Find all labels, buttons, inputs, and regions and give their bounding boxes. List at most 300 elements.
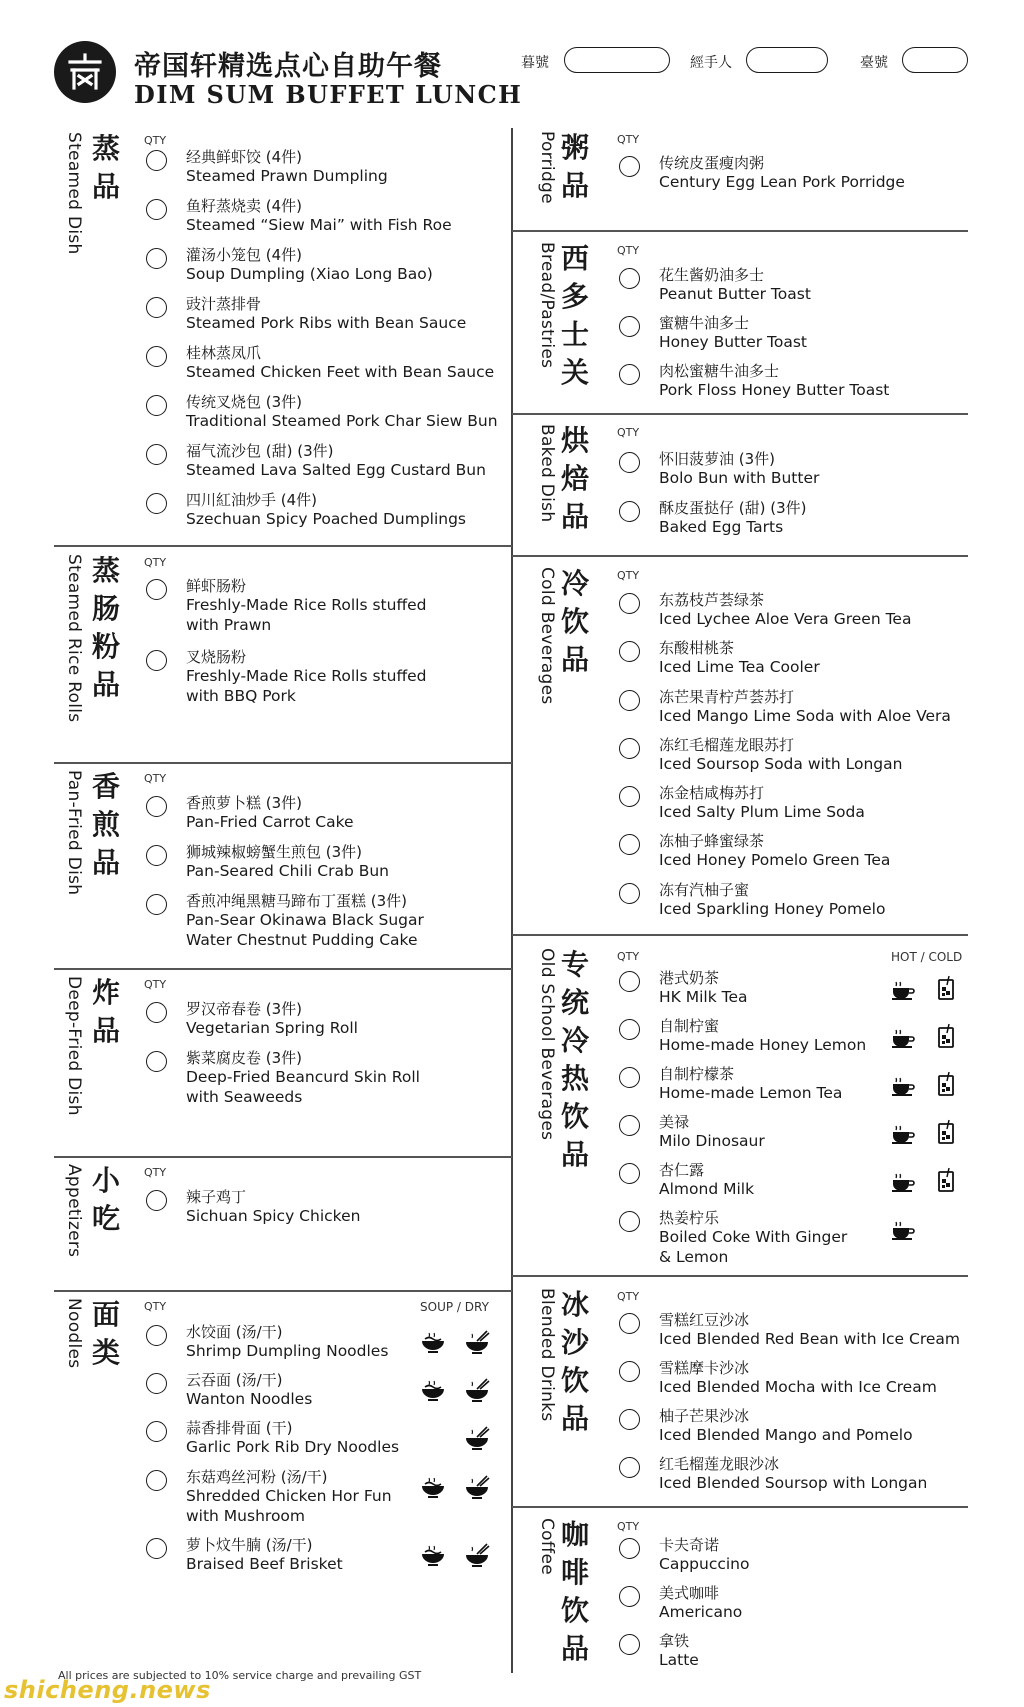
section-title-char: 统	[560, 986, 589, 1019]
iced-glass-icon	[933, 1119, 959, 1145]
qty-checkbox[interactable]	[619, 268, 640, 289]
hot-cold-label: HOT / COLD	[891, 950, 963, 964]
item-text	[186, 1323, 388, 1362]
item-text	[186, 648, 427, 706]
divider	[512, 230, 968, 232]
item-name-en: Home-made Lemon Tea	[659, 1084, 843, 1102]
item-name-cn: 美式咖啡	[659, 1584, 720, 1602]
qty-checkbox[interactable]	[146, 579, 167, 600]
item-name-en: Baked Egg Tarts	[659, 518, 784, 536]
seat-field[interactable]	[902, 47, 968, 73]
item-text	[186, 344, 494, 383]
logo-icon	[54, 41, 116, 103]
qty-checkbox[interactable]	[146, 444, 167, 465]
item-name-en: Iced Blended Soursop with Longan	[659, 1474, 928, 1492]
divider	[54, 1290, 512, 1292]
item-name-cn: 冻金桔咸梅苏打	[659, 784, 765, 802]
item-text	[186, 1536, 343, 1575]
section-title-char: 饮	[560, 1594, 589, 1627]
item-text	[186, 393, 498, 432]
item-name-cn: 鱼籽蒸烧卖 (4件)	[186, 197, 303, 215]
item-name-en: Iced Mango Lime Soda with Aloe Vera	[659, 707, 951, 725]
item-text	[659, 1113, 765, 1152]
qty-checkbox[interactable]	[146, 150, 167, 171]
item-text	[659, 1065, 842, 1104]
item-text	[659, 1407, 913, 1446]
item-name-en: Shrimp Dumpling Noodles	[186, 1342, 389, 1360]
item-name-en: Steamed Lava Salted Egg Custard Bun	[186, 461, 486, 479]
section-title-en: Pan-Fried Dish	[64, 770, 84, 896]
section-title-char: 小	[91, 1164, 120, 1197]
item-name-cn: 传统叉烧包 (3件)	[186, 393, 303, 411]
item-name-cn: 港式奶茶	[659, 969, 720, 987]
item-name-cn: 雪糕红豆沙冰	[659, 1311, 750, 1329]
item-name-en: Century Egg Lean Pork Porridge	[659, 173, 905, 191]
qty-checkbox[interactable]	[146, 1002, 167, 1023]
section-title-char: 关	[560, 356, 589, 389]
item-name-en: Wanton Noodles	[186, 1390, 313, 1408]
qty-label: QTY	[617, 569, 640, 582]
item-name-cn: 豉汁蒸排骨	[186, 295, 262, 313]
qty-checkbox[interactable]	[619, 1163, 640, 1184]
item-text	[186, 1371, 312, 1410]
qty-checkbox[interactable]	[619, 1586, 640, 1607]
item-name-en: Water Chestnut Pudding Cake	[186, 930, 418, 949]
seat-label: 臺號	[860, 55, 888, 71]
section-title-char: 饮	[560, 1364, 589, 1397]
item-name-en: Honey Butter Toast	[659, 333, 808, 351]
divider	[512, 934, 968, 936]
qty-label: QTY	[617, 426, 640, 439]
section-title-char: 品	[560, 1138, 589, 1171]
item-name-en: Sichuan Spicy Chicken	[186, 1207, 361, 1225]
item-name-cn: 冻芒果青柠芦荟苏打	[659, 688, 795, 706]
item-name-en: Latte	[659, 1651, 699, 1669]
item-name-cn: 东菇鸡丝河粉 (汤/干)	[186, 1468, 328, 1486]
item-text	[186, 246, 433, 285]
item-name-en: Steamed Pork Ribs with Bean Sauce	[186, 314, 467, 332]
section-title-char: 香	[91, 770, 120, 803]
section-title-cn	[89, 552, 123, 704]
qty-checkbox[interactable]	[619, 364, 640, 385]
qty-checkbox[interactable]	[146, 845, 167, 866]
item-name-cn: 杏仁露	[659, 1161, 705, 1179]
item-text	[659, 969, 748, 1008]
section-title-cn	[89, 130, 123, 206]
item-name-en: & Lemon	[659, 1247, 729, 1266]
item-name-en: Peanut Butter Toast	[659, 285, 811, 303]
item-text	[659, 266, 811, 305]
item-name-en: Americano	[659, 1603, 743, 1621]
item-text	[659, 1455, 927, 1494]
item-name-en: Pan-Sear Okinawa Black Sugar	[186, 911, 424, 929]
item-name-cn: 热姜柠乐	[659, 1209, 720, 1227]
table-number-field[interactable]	[564, 47, 670, 73]
item-name-en: Steamed Chicken Feet with Bean Sauce	[186, 363, 495, 381]
section-title-char: 品	[560, 1402, 589, 1435]
qty-label: QTY	[617, 133, 640, 146]
item-text	[186, 295, 466, 334]
section-title-cn	[558, 422, 592, 536]
section-title-char: 冷	[560, 567, 589, 600]
section-title-char: 沙	[560, 1326, 589, 1359]
divider	[54, 545, 512, 547]
column-divider	[511, 128, 513, 1673]
item-name-en: Boiled Coke With Ginger	[659, 1228, 848, 1246]
qty-checkbox[interactable]	[146, 1470, 167, 1491]
item-name-en: Deep-Fried Beancurd Skin Roll	[186, 1068, 420, 1086]
qty-checkbox[interactable]	[619, 501, 640, 522]
section-title-en: Blended Drinks	[537, 1288, 557, 1422]
item-name-en: Steamed “Siew Mai” with Fish Roe	[186, 216, 452, 234]
item-name-en: with Prawn	[186, 615, 272, 634]
section-title-char: 吃	[91, 1202, 120, 1235]
dry-bowl-icon	[464, 1474, 490, 1500]
server-label: 經手人	[690, 55, 732, 71]
item-text	[186, 892, 424, 950]
item-text	[659, 362, 889, 401]
item-name-cn: 福气流沙包 (甜) (3件)	[186, 442, 334, 460]
qty-checkbox[interactable]	[146, 346, 167, 367]
item-name-cn: 红毛榴莲龙眼沙冰	[659, 1455, 780, 1473]
section-title-char: 品	[91, 846, 120, 879]
table-label: 暮號	[521, 55, 549, 71]
qty-checkbox[interactable]	[146, 493, 167, 514]
item-name-cn: 肉松蜜糖牛油多士	[659, 362, 780, 380]
item-text	[659, 591, 911, 630]
divider	[512, 1275, 968, 1277]
dry-bowl-icon	[464, 1425, 490, 1451]
section-title-char: 肠	[91, 592, 120, 625]
section-title-char: 品	[560, 500, 589, 533]
section-title-char: 热	[560, 1062, 589, 1095]
item-name-cn: 拿铁	[659, 1632, 690, 1650]
qty-label: QTY	[144, 134, 167, 147]
divider	[54, 968, 512, 970]
divider	[512, 1506, 968, 1508]
qty-label: QTY	[617, 950, 640, 963]
section-title-cn	[558, 240, 592, 392]
item-name-en: Iced Soursop Soda with Longan	[659, 755, 903, 773]
item-name-en: Shredded Chicken Hor Fun	[186, 1487, 392, 1505]
section-title-char: 类	[91, 1336, 120, 1369]
section-title-cn	[558, 1516, 592, 1668]
soup-bowl-icon	[420, 1377, 446, 1403]
item-name-cn: 狮城辣椒螃蟹生煎包 (3件)	[186, 843, 363, 861]
section-title-en: Steamed Rice Rolls	[64, 554, 84, 723]
qty-label: QTY	[617, 244, 640, 257]
item-text	[659, 1311, 960, 1350]
item-text	[186, 148, 388, 187]
qty-checkbox[interactable]	[619, 971, 640, 992]
item-text	[659, 881, 885, 920]
qty-checkbox[interactable]	[146, 1421, 167, 1442]
item-name-en: Soup Dumpling (Xiao Long Bao)	[186, 265, 433, 283]
section-title-char: 品	[91, 170, 120, 203]
section-title-char: 蒸	[91, 132, 120, 165]
section-title-char: 面	[91, 1298, 120, 1331]
section-title-char: 煎	[91, 808, 120, 841]
page-title-en: DIM SUM BUFFET LUNCH	[134, 80, 523, 109]
item-name-cn: 灌汤小笼包 (4件)	[186, 246, 303, 264]
item-text	[186, 843, 389, 882]
section-title-char: 炸	[91, 976, 120, 1009]
qty-checkbox[interactable]	[619, 1313, 640, 1334]
item-name-en: with BBQ Pork	[186, 686, 296, 705]
qty-checkbox[interactable]	[619, 1538, 640, 1559]
qty-checkbox[interactable]	[619, 1457, 640, 1478]
qty-checkbox[interactable]	[146, 650, 167, 671]
section-title-en: Coffee	[537, 1518, 557, 1575]
footer-note: All prices are subjected to 10% service charge and prevailing GST	[58, 1669, 422, 1682]
qty-checkbox[interactable]	[146, 1373, 167, 1394]
section-title-en: Porridge	[537, 131, 557, 204]
item-text	[659, 1632, 699, 1671]
qty-checkbox[interactable]	[619, 316, 640, 337]
item-name-en: Pan-Fried Carrot Cake	[186, 813, 354, 831]
qty-checkbox[interactable]	[619, 690, 640, 711]
section-title-char: 冷	[560, 1024, 589, 1057]
item-text	[659, 1359, 937, 1398]
section-title-cn	[558, 946, 592, 1174]
watermark: shicheng.news	[4, 1676, 211, 1704]
item-name-cn: 柚子芒果沙冰	[659, 1407, 750, 1425]
section-title-char: 焙	[560, 462, 589, 495]
divider	[512, 555, 968, 557]
item-name-cn: 经典鲜虾饺 (4件)	[186, 148, 303, 166]
item-name-en: Home-made Honey Lemon	[659, 1036, 867, 1054]
item-text	[186, 1049, 420, 1107]
section-title-char: 粥	[560, 131, 589, 164]
section-title-cn	[89, 1296, 123, 1372]
item-text	[659, 499, 807, 538]
item-name-cn: 传统皮蛋瘦肉粥	[659, 154, 765, 172]
qty-checkbox[interactable]	[619, 1409, 640, 1430]
item-name-cn: 美禄	[659, 1113, 690, 1131]
item-name-cn: 冻柚子蜂蜜绿茶	[659, 832, 765, 850]
section-title-en: Baked Dish	[537, 424, 557, 523]
dry-bowl-icon	[464, 1377, 490, 1403]
item-name-en: Iced Lychee Aloe Vera Green Tea	[659, 610, 912, 628]
item-name-cn: 酥皮蛋挞仔 (甜) (3件)	[659, 499, 807, 517]
qty-label: QTY	[144, 556, 167, 569]
qty-checkbox[interactable]	[619, 452, 640, 473]
dry-bowl-icon	[464, 1542, 490, 1568]
item-name-en: Bolo Bun with Butter	[659, 469, 820, 487]
qty-label: QTY	[617, 1520, 640, 1533]
section-title-char: 烘	[560, 424, 589, 457]
hot-cup-icon	[890, 1217, 916, 1243]
qty-checkbox[interactable]	[619, 593, 640, 614]
server-field[interactable]	[746, 47, 828, 73]
item-name-en: Almond Milk	[659, 1180, 755, 1198]
section-title-char: 多	[560, 280, 589, 313]
item-text	[659, 1536, 749, 1575]
section-title-char: 品	[91, 668, 120, 701]
section-title-char: 西	[560, 242, 589, 275]
item-text	[186, 794, 354, 833]
qty-label: QTY	[144, 1300, 167, 1313]
qty-checkbox[interactable]	[619, 738, 640, 759]
qty-checkbox[interactable]	[619, 1211, 640, 1232]
item-name-cn: 冻红毛榴莲龙眼苏打	[659, 736, 795, 754]
item-name-en: Garlic Pork Rib Dry Noodles	[186, 1438, 400, 1456]
item-name-cn: 东荔枝芦荟绿茶	[659, 591, 765, 609]
item-text	[659, 450, 819, 489]
item-name-en: Iced Blended Mocha with Ice Cream	[659, 1378, 937, 1396]
qty-checkbox[interactable]	[146, 796, 167, 817]
section-title-char: 冰	[560, 1288, 589, 1321]
qty-checkbox[interactable]	[146, 248, 167, 269]
section-title-char: 啡	[560, 1556, 589, 1589]
qty-checkbox[interactable]	[619, 883, 640, 904]
item-text	[659, 314, 807, 353]
qty-checkbox[interactable]	[619, 1634, 640, 1655]
item-name-cn: 怀旧菠萝油 (3件)	[659, 450, 776, 468]
soup-bowl-icon	[420, 1474, 446, 1500]
item-name-cn: 蒜香排骨面 (干)	[186, 1419, 293, 1437]
item-name-cn: 自制柠蜜	[659, 1017, 720, 1035]
qty-checkbox[interactable]	[619, 1067, 640, 1088]
item-name-en: Cappuccino	[659, 1555, 750, 1573]
item-name-cn: 冻有汽柚子蜜	[659, 881, 750, 899]
soup-bowl-icon	[420, 1329, 446, 1355]
section-title-char: 蒸	[91, 554, 120, 587]
item-name-cn: 香煎萝卜糕 (3件)	[186, 794, 303, 812]
iced-glass-icon	[933, 975, 959, 1001]
qty-checkbox[interactable]	[619, 156, 640, 177]
section-title-cn	[558, 565, 592, 679]
section-title-en: Appetizers	[64, 1164, 84, 1258]
section-title-char: 专	[560, 948, 589, 981]
qty-label: QTY	[144, 772, 167, 785]
qty-checkbox[interactable]	[146, 1190, 167, 1211]
section-title-cn	[89, 768, 123, 882]
iced-glass-icon	[933, 1023, 959, 1049]
item-name-cn: 蜜糖牛油多士	[659, 314, 750, 332]
item-text	[186, 577, 427, 635]
item-name-en: Braised Beef Brisket	[186, 1555, 343, 1573]
item-name-cn: 云吞面 (汤/干)	[186, 1371, 283, 1389]
item-name-en: Szechuan Spicy Poached Dumplings	[186, 510, 467, 528]
qty-checkbox[interactable]	[619, 641, 640, 662]
divider	[54, 762, 512, 764]
section-title-cn	[89, 1162, 123, 1238]
section-title-en: Deep-Fried Dish	[64, 976, 84, 1116]
item-name-en: Pork Floss Honey Butter Toast	[659, 381, 890, 399]
item-name-en: Iced Blended Red Bean with Ice Cream	[659, 1330, 960, 1348]
qty-checkbox[interactable]	[146, 297, 167, 318]
hot-cup-icon	[890, 1121, 916, 1147]
item-name-en: Iced Salty Plum Lime Soda	[659, 803, 865, 821]
item-text	[186, 197, 452, 236]
qty-checkbox[interactable]	[619, 1019, 640, 1040]
item-name-en: Iced Lime Tea Cooler	[659, 658, 820, 676]
item-name-en: Milo Dinosaur	[659, 1132, 765, 1150]
section-title-char: 饮	[560, 1100, 589, 1133]
qty-checkbox[interactable]	[619, 786, 640, 807]
dry-bowl-icon	[464, 1329, 490, 1355]
item-name-cn: 鲜虾肠粉	[186, 577, 247, 595]
qty-label: QTY	[617, 1290, 640, 1303]
section-title-char: 品	[560, 169, 589, 202]
qty-checkbox[interactable]	[146, 1051, 167, 1072]
page-title-cn: 帝国轩精选点心自助午餐	[134, 51, 442, 82]
item-text	[186, 1000, 358, 1039]
hot-cup-icon	[890, 1169, 916, 1195]
section-title-char: 品	[560, 643, 589, 676]
item-name-cn: 自制柠檬茶	[659, 1065, 735, 1083]
section-title-cn	[558, 1286, 592, 1438]
item-text	[186, 1188, 360, 1227]
qty-label: QTY	[144, 1166, 167, 1179]
item-name-cn: 水饺面 (汤/干)	[186, 1323, 283, 1341]
item-name-en: with Seaweeds	[186, 1087, 303, 1106]
section-title-cn	[89, 974, 123, 1050]
item-text	[659, 639, 820, 678]
iced-glass-icon	[933, 1071, 959, 1097]
item-name-cn: 罗汉帝春卷 (3件)	[186, 1000, 303, 1018]
item-name-en: Freshly-Made Rice Rolls stuffed	[186, 667, 427, 685]
section-title-en: Bread/Pastries	[537, 242, 557, 369]
item-text	[659, 736, 902, 775]
item-text	[186, 1468, 392, 1526]
item-name-cn: 花生酱奶油多士	[659, 266, 765, 284]
qty-checkbox[interactable]	[619, 834, 640, 855]
qty-checkbox[interactable]	[146, 1325, 167, 1346]
item-name-cn: 四川紅油炒手 (4件)	[186, 491, 318, 509]
item-text	[659, 832, 890, 871]
qty-checkbox[interactable]	[146, 894, 167, 915]
item-text	[186, 442, 486, 481]
section-title-char: 饮	[560, 605, 589, 638]
qty-checkbox[interactable]	[146, 395, 167, 416]
item-name-en: Iced Sparkling Honey Pomelo	[659, 900, 886, 918]
hot-cup-icon	[890, 1025, 916, 1051]
item-name-cn: 卡夫奇诺	[659, 1536, 720, 1554]
item-text	[659, 688, 951, 727]
item-name-cn: 香煎冲绳黑糖马蹄布丁蛋糕 (3件)	[186, 892, 408, 910]
section-title-char: 咖	[560, 1518, 589, 1551]
iced-glass-icon	[933, 1167, 959, 1193]
item-name-en: Steamed Prawn Dumpling	[186, 167, 388, 185]
qty-checkbox[interactable]	[146, 199, 167, 220]
section-title-char: 士	[560, 318, 589, 351]
section-title-en: Noodles	[64, 1298, 84, 1369]
qty-checkbox[interactable]	[146, 1538, 167, 1559]
item-text	[659, 154, 905, 193]
item-name-cn: 紫菜腐皮卷 (3件)	[186, 1049, 303, 1067]
item-name-en: Pan-Seared Chili Crab Bun	[186, 862, 390, 880]
item-text	[186, 1419, 399, 1458]
hot-cup-icon	[890, 1073, 916, 1099]
soup-bowl-icon	[420, 1542, 446, 1568]
qty-checkbox[interactable]	[619, 1115, 640, 1136]
qty-checkbox[interactable]	[619, 1361, 640, 1382]
section-title-char: 粉	[91, 630, 120, 663]
section-title-char: 品	[560, 1632, 589, 1665]
divider	[512, 413, 968, 415]
divider	[54, 1156, 512, 1158]
section-title-en: Old School Beverages	[537, 948, 557, 1141]
item-name-cn: 桂林蒸凤爪	[186, 344, 262, 362]
item-name-cn: 叉烧肠粉	[186, 648, 247, 666]
section-title-en: Cold Beverages	[537, 567, 557, 705]
item-name-en: with Mushroom	[186, 1506, 306, 1525]
item-name-en: Traditional Steamed Pork Char Siew Bun	[186, 412, 498, 430]
item-text	[659, 1209, 847, 1267]
item-name-en: Freshly-Made Rice Rolls stuffed	[186, 596, 427, 614]
